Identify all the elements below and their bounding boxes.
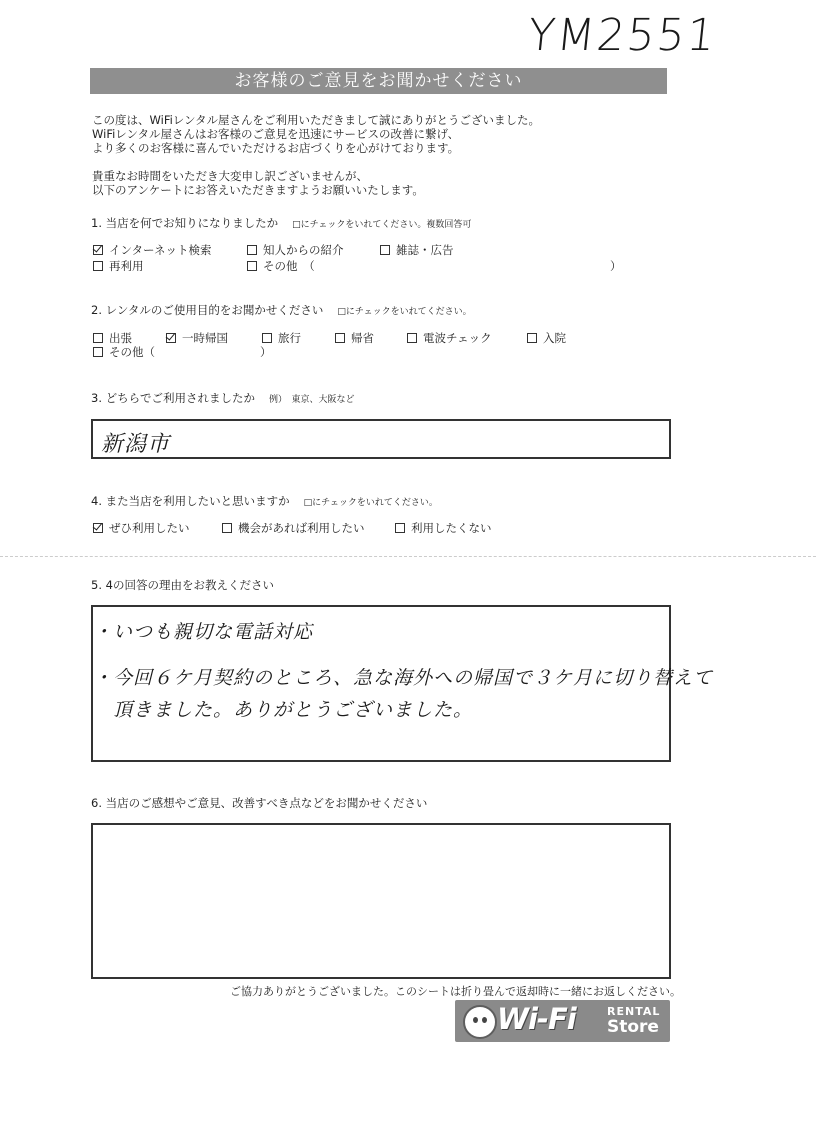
q2-question: 2. レンタルのご使用目的をお聞かせください <box>91 303 324 317</box>
checkbox[interactable] <box>395 523 405 533</box>
q4-question: 4. また当店を利用したいと思いますか <box>91 494 290 508</box>
q3-question: 3. どちらでご利用されましたか <box>91 391 256 405</box>
checkbox[interactable] <box>247 261 257 271</box>
q6-label <box>91 795 427 811</box>
q1-note: □にチェックをいれてください。複数回答可 <box>292 220 472 230</box>
q2-label <box>91 302 472 318</box>
checkbox[interactable] <box>527 333 537 343</box>
wifi-store-logo <box>455 1000 670 1042</box>
q1-option-referral[interactable] <box>247 242 344 258</box>
q3-answer: 新潟市 <box>101 432 171 457</box>
checkbox[interactable] <box>247 245 257 255</box>
q4-option-definitely[interactable] <box>93 520 190 536</box>
footer-message: ご協力ありがとうございました。このシートは折り畳んで返却時に一緒にお返しください。 <box>230 985 681 998</box>
q2-option-signal-check[interactable] <box>407 330 492 346</box>
q5-label <box>91 577 274 593</box>
checkbox[interactable] <box>93 261 103 271</box>
q4-option-if-chance[interactable] <box>222 520 365 536</box>
option-label: 再利用 <box>109 259 144 273</box>
checkbox[interactable] <box>262 333 272 343</box>
checkbox[interactable] <box>93 347 103 357</box>
q2-option-return-home[interactable] <box>166 330 228 346</box>
q2-note: □にチェックをいれてください。 <box>337 307 472 317</box>
checkbox-checked[interactable] <box>93 523 103 533</box>
checkbox-checked[interactable] <box>93 245 103 255</box>
q4-note: □にチェックをいれてください。 <box>303 498 438 508</box>
q6-question: 6. 当店のご感想やご意見、改善すべき点などをお聞かせください <box>91 796 428 810</box>
q2-option-homecoming[interactable] <box>335 330 374 346</box>
q5-answer-line-2: ・今回６ケ月契約のところ、急な海外への帰国で３ケ月に切り替えて <box>93 667 714 689</box>
page-title: お客様のご意見をお聞かせください <box>90 68 667 94</box>
checkbox[interactable] <box>222 523 232 533</box>
option-label: 雑誌・広告 <box>396 243 454 257</box>
option-label: その他（ <box>109 345 155 359</box>
q1-option-magazine[interactable] <box>380 242 454 258</box>
q5-answer-box[interactable] <box>91 605 714 762</box>
option-label: インターネット検索 <box>109 243 212 257</box>
option-label: 帰省 <box>351 331 374 345</box>
q5-question: 5. 4の回答の理由をお教えください <box>91 578 274 592</box>
option-label: 一時帰国 <box>182 331 228 345</box>
checkbox[interactable] <box>93 333 103 343</box>
option-label: 利用したくない <box>411 521 492 535</box>
intro-line-3: より多くのお客様に喜んでいただけるお店づくりを心がけております。 <box>92 141 460 155</box>
q2-close-paren: ） <box>260 345 272 359</box>
q1-question: 1. 当店を何でお知りになりましたか <box>91 216 279 230</box>
q1-option-internet[interactable] <box>93 242 211 258</box>
handwritten-id: YM2551 <box>525 10 720 61</box>
option-label: 出張 <box>109 331 132 345</box>
checkbox[interactable] <box>407 333 417 343</box>
mascot-icon <box>463 1005 497 1039</box>
q5-answer-line-1: ・いつも親切な電話対応 <box>93 621 314 643</box>
checkbox-checked[interactable] <box>166 333 176 343</box>
option-label: 電波チェック <box>423 331 492 345</box>
logo-store: Store <box>607 1017 659 1037</box>
checkbox[interactable] <box>380 245 390 255</box>
q1-option-other[interactable] <box>247 258 315 274</box>
q2-option-other[interactable] <box>93 344 155 360</box>
option-label: 旅行 <box>278 331 301 345</box>
q5-answer-line-3: 頂きました。ありがとうございました。 <box>93 699 474 721</box>
q4-label <box>91 493 438 509</box>
option-label: ぜひ利用したい <box>109 521 190 535</box>
checkbox[interactable] <box>335 333 345 343</box>
q4-option-no[interactable] <box>395 520 492 536</box>
option-label: その他 （ <box>263 259 315 273</box>
q3-label <box>91 390 355 406</box>
q6-answer-box[interactable] <box>91 823 671 979</box>
intro-line-1: この度は、WiFiレンタル屋さんをご利用いただきまして誠にありがとうございました。 <box>92 113 541 127</box>
q1-close-paren: ） <box>610 259 622 273</box>
option-label: 入院 <box>543 331 566 345</box>
option-label: 機会があれば利用したい <box>238 521 365 535</box>
logo-rental: RENTAL <box>607 1005 661 1018</box>
q3-answer-box[interactable] <box>91 419 671 459</box>
q1-label <box>91 215 471 231</box>
option-label: 知人からの紹介 <box>263 243 344 257</box>
intro-line-2: WiFiレンタル屋さんはお客様のご意見を迅速にサービスの改善に繋げ、 <box>92 127 460 141</box>
q3-example: 例） 東京、大阪など <box>269 395 355 405</box>
fold-line <box>0 556 816 557</box>
logo-brand: Wi-Fi <box>497 1002 576 1036</box>
intro-line-5: 貴重なお時間をいただき大変申し訳ございませんが、 <box>92 169 368 183</box>
q2-option-hospital[interactable] <box>527 330 566 346</box>
q1-option-reuse[interactable] <box>93 258 144 274</box>
intro-line-6: 以下のアンケートにお答えいただきますようお願いいたします。 <box>92 183 424 197</box>
